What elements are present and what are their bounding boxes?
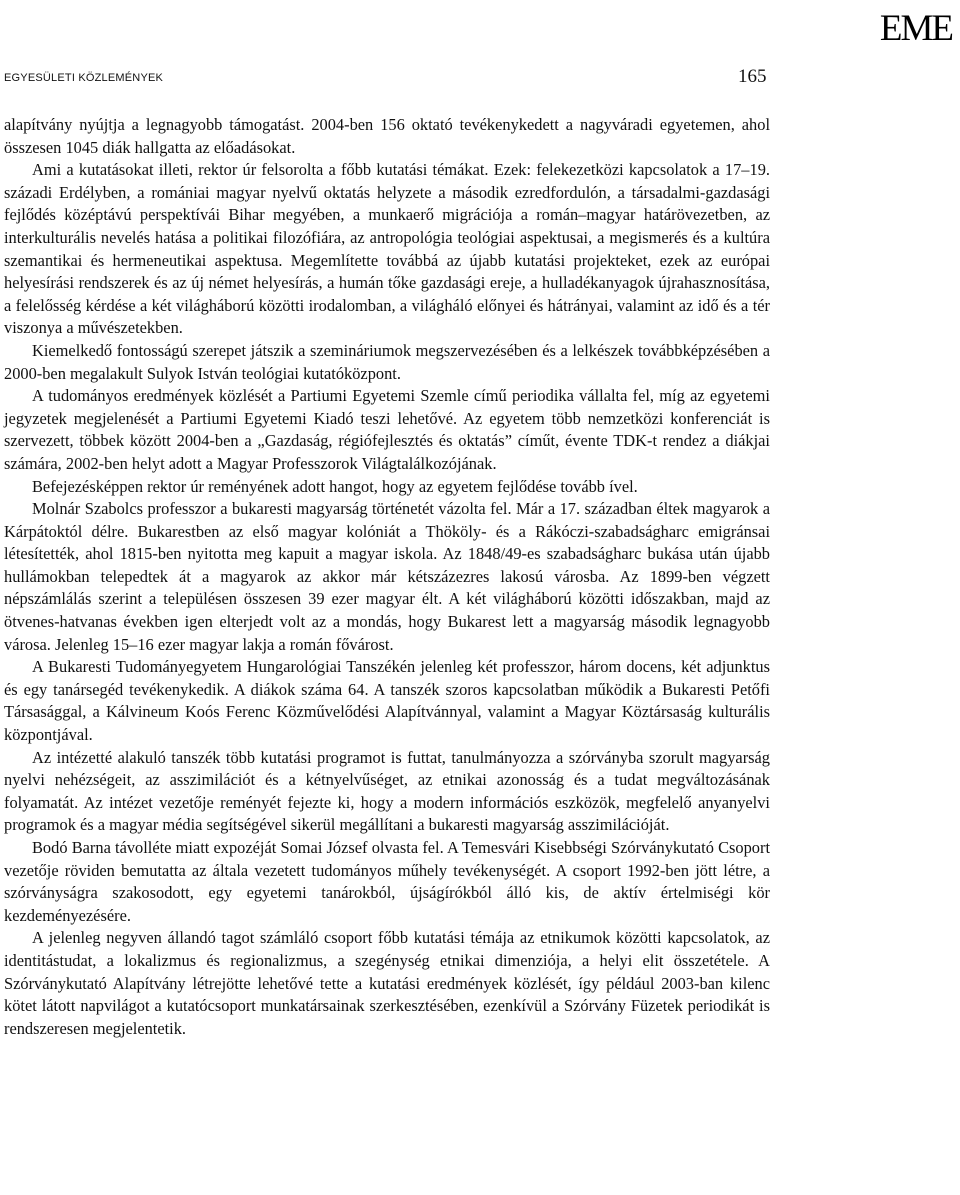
paragraph: A tudományos eredmények közlését a Partiumi Egyetemi Szemle című periodika vállalta fel, míg az egyetemi jegyzetek megjelenését a Partiumi Egyetemi Kiadó teszi lehetővé. Az egyetem több nemzetközi konferenciát is szervezett, többek között 2004-ben a „Gazdaság, régiófejlesztés és oktatás” címűt, évente TDK-t rendez a diákjai számára, 2002-ben helyt adott a Magyar Professzorok Világtalálkozójának.: [4, 386, 770, 473]
paragraph: Az intézetté alakuló tanszék több kutatási programot is futtat, tanulmányozza a szórványba szorult magyarság nyelvi nehézségeit, az asszimilációt és a kétnyelvűséget, az etnikai azonosság és a tudat megváltozásának folyamatát. Az intézet vezetője reményét fejezte ki, hogy a modern információs eszközök, megfelelő anyanyelvi programok és a magyar média segítségével sikerül megállítani a bukaresti magyarság asszimilációját.: [4, 747, 770, 835]
paragraph: Bodó Barna távolléte miatt expozéját Somai József olvasta fel. A Temesvári Kisebbségi Szórványkutató Csoport vezetője röviden bemutatta az általa vezetett tudományos műhely tevékenységét. A csoport 1992-ben jött létre, a szórványságra szakosodott, egy egyetemi tanárokból, újságírókból álló kis, de aktív értelmiségi kör kezdeményezésére.: [4, 838, 770, 925]
paragraph: Ami a kutatásokat illeti, rektor úr felsorolta a főbb kutatási témákat. Ezek: felekezetközi kapcsolatok a 17–19. századi Erdélyben, a romániai magyar nyelvű oktatás helyzete a második ezredfordulón, a társadalmi-gazdasági fejlődés középtávú perspektívái Bihar megyében, a munkaerő migrációja a román–magyar határövezetben, az interkulturális nevelés hatása a politikai filozófiára, az antropológia teológiai aspektusai, a megismerés és a kultúra szemantikai és hermeneutikai aspektusa. Megemlítette továbbá az újabb kutatási projekteket, ezek az európai helyesírási rendszerek és az új német helyesírás, a humán tőke gazdasági ereje, a hulladékanyagok újrahasznosítása, a felelősség kérdése a két világháború közötti irodalomban, a világháló előnyei és hátrányai, valamint az idő és a tér viszonya a művészetekben.: [4, 160, 770, 338]
article-body: [4, 114, 770, 1040]
paragraph: Befejezésképpen rektor úr reményének adott hangot, hogy az egyetem fejlődése tovább ível.: [32, 476, 638, 496]
paragraph: Molnár Szabolcs professzor a bukaresti magyarság történetét vázolta fel. Már a 17. században éltek magyarok a Kárpátoktól délre. Bukarestben az első magyar kolóniát a Thököly- és a Rákóczi-szabadságharc emigránsai létesítették, ahol 1815-ben nyitotta meg kapuit a magyar iskola. Az 1848/49-es szabadságharc bukása után újabb hullámokban telepedtek át a magyarok az akkor már kétszázezres lakosú városba. Az 1899-ben végzett népszámlálás szerint a településen összesen 39 ezer magyar élt. A két világháború közötti időszakban, majd az ötvenes-hatvanas években igen elterjedt volt az a mondás, hogy Bukarest lett a magyarság második legnagyobb városa. Jelenleg 15–16 ezer magyar lakja a román fővárost.: [4, 499, 770, 654]
paragraph-continued: alapítvány nyújtja a legnagyobb támogatást. 2004-ben 156 oktató tevékenykedett a nagyváradi egyetemen, ahol összesen 1045 diák hallgatta az előadásokat.: [4, 115, 770, 157]
publisher-logo: EME: [879, 8, 952, 49]
paragraph: A Bukaresti Tudományegyetem Hungarológiai Tanszékén jelenleg két professzor, három docens, két adjunktus és egy tanársegéd tevékenykedik. A diákok száma 64. A tanszék szoros kapcsolatban működik a Bukaresti Petőfi Társasággal, a Kálvineum Koós Ferenc Közművelődési Alapítvánnyal, valamint a Magyar Köztársaság kulturális központjával.: [4, 657, 770, 745]
page-number: 165: [738, 66, 767, 87]
paragraph: Kiemelkedő fontosságú szerepet játszik a szemináriumok megszervezésében és a lelkészek továbbképzésében a 2000-ben megalakult Sulyok István teológiai kutatóközpont.: [4, 340, 770, 383]
paragraph: A jelenleg negyven állandó tagot számláló csoport főbb kutatási témája az etnikumok közötti kapcsolatok, az identitástudat, a lokalizmus és regionalizmus, a szegénység etnikai dimenziója, a helyi elit összetétele. A Szórványkutató Alapítvány létrejötte lehetővé tette a kutatási eredmények közlését, így például 2003-ban kilenc kötet látott napvilágot a kutatócsoport munkatársainak szerkesztésében, ezenkívül a Szórvány Füzetek periodikát is rendszeresen megjelentetik.: [4, 928, 770, 1038]
running-head: EGYESÜLETI KÖZLEMÉNYEK: [4, 72, 164, 84]
